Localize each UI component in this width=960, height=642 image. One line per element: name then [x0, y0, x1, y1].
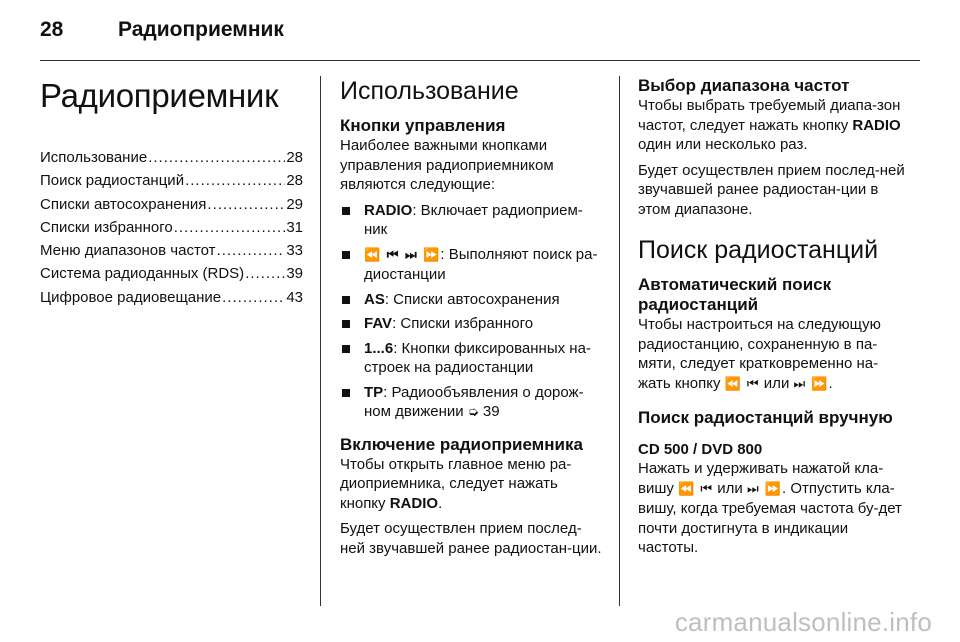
key-label: RADIO — [389, 494, 439, 512]
toc-leader — [207, 193, 285, 216]
toc-leader — [222, 286, 285, 309]
column-usage — [340, 76, 602, 564]
bullet-square-icon — [342, 320, 350, 328]
manual-paragraph — [638, 459, 908, 558]
text-run: Нажать и удерживать нажатой кла-вишу — [638, 460, 884, 497]
toc-leader — [185, 169, 285, 192]
page-header — [40, 18, 920, 46]
header-rule — [40, 60, 920, 61]
toc-leader — [217, 239, 286, 262]
seek-forward-icon: ⏭ ⏩ — [746, 481, 782, 497]
subsection-title-controls: Кнопки управления — [340, 116, 506, 135]
text-run: или — [713, 479, 747, 497]
text-run: Чтобы настроиться на следующую радиостанцию, сохраненную в па-мяти, следует кратковременно на-жать кнопку — [638, 316, 881, 392]
enable-paragraph-2: Будет осуществлен прием послед-ней звучавшей ранее радиостан-ции. — [340, 520, 602, 557]
toc-entry[interactable] — [40, 239, 303, 262]
bullet-square-icon — [342, 345, 350, 353]
toc-leader — [148, 146, 285, 169]
list-item — [340, 314, 602, 334]
toc-leader — [174, 216, 286, 239]
toc-title: Меню диапазонов частот — [40, 242, 216, 260]
toc-title: Поиск радиостанций — [40, 172, 185, 190]
column-divider-2 — [619, 76, 620, 606]
band-paragraph-1 — [638, 96, 908, 155]
toc-entry[interactable] — [40, 262, 303, 285]
page-number: 28 — [40, 18, 64, 41]
toc-title: Использование — [40, 149, 148, 166]
column-divider-1 — [320, 76, 321, 606]
controls-intro: Наиболее важными кнопками управления радиоприемником являются следующие: — [340, 137, 554, 193]
list-item — [340, 245, 602, 285]
auto-paragraph — [638, 315, 908, 394]
text-run: . — [828, 374, 833, 392]
key-label: FAV — [364, 315, 393, 332]
toc-page: 28 — [286, 172, 303, 190]
seek-back-icon: ⏪ ⏮ — [724, 376, 760, 392]
bullet-square-icon — [342, 251, 350, 259]
toc-title: Списки автосохранения — [40, 195, 207, 213]
bullet-square-icon — [342, 389, 350, 397]
subsection-title-manual: Поиск радиостанций вручную — [638, 408, 893, 427]
toc-leader — [245, 262, 285, 285]
key-label: AS — [364, 290, 385, 308]
subsection-title-band: Выбор диапазона частот — [638, 76, 850, 95]
list-item — [340, 339, 602, 378]
toc-title: Цифровое радиовещание — [40, 288, 222, 306]
text-run: или — [759, 374, 794, 392]
key-label: TP — [364, 383, 384, 401]
text-run: Чтобы выбрать требуемый диапа-зон частот, следует нажать кнопку — [638, 97, 901, 134]
page-reference[interactable]: 39 — [482, 403, 500, 420]
page-reference-icon: ➭ — [467, 405, 479, 420]
key-label: 1...6 — [364, 339, 394, 357]
text-run: один или несколько раз. — [638, 136, 808, 153]
table-of-contents — [40, 146, 303, 309]
list-item — [340, 290, 602, 310]
toc-title: Система радиоданных (RDS) — [40, 265, 245, 283]
list-item — [340, 383, 602, 423]
key-label: RADIO — [852, 116, 901, 134]
seek-back-icon: ⏪ ⏮ — [678, 481, 714, 497]
bullet-square-icon — [342, 207, 350, 215]
toc-page: 31 — [286, 218, 303, 236]
item-text: : Включает радиоприем-ник — [364, 201, 583, 238]
subsection-title-enable: Включение радиоприемника — [340, 434, 583, 454]
toc-entry[interactable] — [40, 146, 303, 169]
watermark: carmanualsonline.info — [674, 607, 932, 637]
running-title: Радиоприемник — [118, 18, 284, 41]
column-band-search — [638, 76, 908, 564]
text-run: . Отпустить кла-вишу, когда требуемая частота бу-дет почти достигнута в индикации частоты. — [638, 479, 902, 556]
subsection-title-auto: Автоматический поиск радиостанций — [638, 275, 832, 314]
enable-paragraph-1 — [340, 455, 602, 514]
item-text: : Радиообъявления о дорож-ном движении — [364, 383, 584, 420]
bullet-square-icon — [342, 296, 350, 304]
toc-page: 33 — [286, 242, 303, 260]
key-label: RADIO — [364, 201, 413, 219]
seek-buttons-icon: ⏪ ⏮ ⏭ ⏩ — [364, 247, 441, 263]
controls-list — [340, 201, 602, 423]
toc-page: 29 — [286, 195, 303, 213]
toc-page: 28 — [286, 149, 303, 166]
toc-entry[interactable] — [40, 169, 303, 192]
toc-page: 39 — [286, 265, 303, 283]
toc-entry[interactable] — [40, 216, 303, 239]
item-text: : Списки избранного — [392, 315, 534, 332]
toc-entry[interactable] — [40, 286, 303, 309]
item-text: : Выполняют поиск ра-диостанции — [364, 245, 598, 283]
model-title: CD 500 / DVD 800 — [638, 441, 763, 458]
item-text: : Списки автосохранения — [384, 290, 560, 308]
toc-title: Списки избранного — [40, 218, 173, 236]
section-title-search: Поиск радиостанций — [638, 236, 879, 264]
toc-entry[interactable] — [40, 193, 303, 216]
column-toc — [40, 76, 303, 309]
toc-page: 43 — [286, 288, 303, 306]
band-paragraph-2: Будет осуществлен прием послед-ней звучавшей ранее радиостан-ции в этом диапазоне. — [638, 161, 905, 218]
text-run: Чтобы открыть главное меню ра-диоприемника, следует нажать кнопку — [340, 455, 572, 512]
section-title-usage: Использование — [340, 77, 519, 105]
list-item — [340, 201, 602, 240]
text-run: . — [438, 494, 443, 512]
seek-forward-icon: ⏭ ⏩ — [793, 376, 829, 392]
item-text: : Кнопки фиксированных на-строек на радиостанции — [364, 339, 591, 376]
chapter-title: Радиоприемник — [40, 77, 279, 114]
